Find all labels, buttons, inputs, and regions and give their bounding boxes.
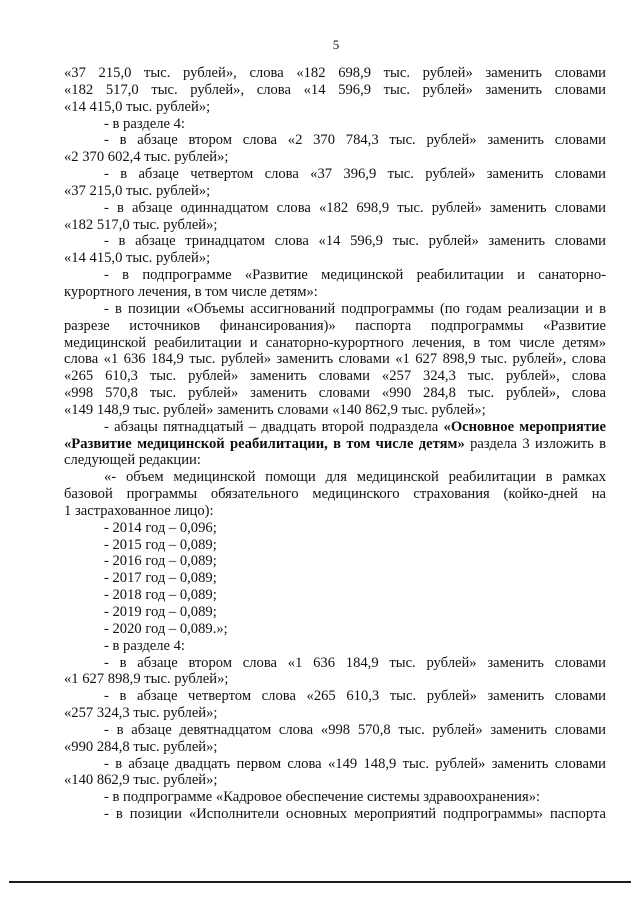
text-line: «- объем медицинской помощи для медицинской реабилитации в рамках xyxy=(104,469,606,486)
paragraph xyxy=(64,688,606,722)
text-line: «1 627 898,9 тыс. рублей»; xyxy=(64,671,229,688)
paragraph xyxy=(64,132,606,166)
paragraph xyxy=(64,233,606,267)
list-item: - 2019 год – 0,089; xyxy=(104,604,217,620)
text-line: «37 215,0 тыс. рублей», слова «182 698,9 тыс. рублей» заменить словами xyxy=(64,65,606,81)
paragraph xyxy=(64,301,606,419)
text-line: «14 415,0 тыс. рублей»; xyxy=(64,98,211,115)
text-line: - в абзаце одиннадцатом слова «182 698,9 тыс. рублей» заменить словами xyxy=(104,199,606,216)
list-item: - 2016 год – 0,089; xyxy=(104,553,217,570)
text-line: «998 570,8 тыс. рублей» заменить словами «990 284,8 тыс. рублей», слова xyxy=(64,385,606,402)
text-line: «990 284,8 тыс. рублей»; xyxy=(64,738,218,755)
text-line: «2 370 602,4 тыс. рублей»; xyxy=(64,149,229,166)
text-line: курортного лечения, в том числе детям»: xyxy=(64,283,318,300)
paragraph xyxy=(64,200,606,234)
text-line: - в разделе 4: xyxy=(104,115,185,132)
paragraph xyxy=(64,469,606,520)
text-line: «182 517,0 тыс. рублей»; xyxy=(64,216,218,233)
paragraph xyxy=(64,65,606,116)
bold-text: «Развитие медицинской реабилитации, в том числе детям» xyxy=(64,435,465,452)
text-line: «257 324,3 тыс. рублей»; xyxy=(64,705,218,722)
text-line: - в абзаце втором слова «2 370 784,3 тыс. рублей» заменить словами xyxy=(104,132,606,149)
text-segment: раздела 3 изложить в xyxy=(464,435,606,452)
paragraph xyxy=(64,789,606,806)
text-line: - в абзаце четвертом слова «37 396,9 тыс. рублей» заменить словами xyxy=(104,166,606,183)
text-line xyxy=(64,436,606,453)
paragraph xyxy=(64,806,606,823)
text-line xyxy=(64,419,606,436)
text-line: - в разделе 4: xyxy=(104,637,185,654)
text-line: базовой программы обязательного медицинского страхования (койко-дней на xyxy=(64,486,606,503)
text-line: - в абзаце двадцать первом слова «149 148,9 тыс. рублей» заменить словами xyxy=(104,755,606,772)
text-line: «140 862,9 тыс. рублей»; xyxy=(64,772,218,789)
list-item: - 2014 год – 0,096; xyxy=(104,519,217,536)
paragraph xyxy=(64,722,606,756)
text-line: - в абзаце четвертом слова «265 610,3 тыс. рублей» заменить словами xyxy=(104,688,606,705)
text-line: «149 148,9 тыс. рублей» заменить словами «140 862,9 тыс. рублей»; xyxy=(64,401,486,418)
document-body xyxy=(64,65,606,823)
text-line: «182 517,0 тыс. рублей», слова «14 596,9 тыс. рублей» заменить словами xyxy=(64,81,606,98)
text-line: разрезе источников финансирования)» паспорта подпрограммы «Развитие xyxy=(64,317,606,334)
text-line: - в абзаце втором слова «1 636 184,9 тыс. рублей» заменить словами xyxy=(104,654,606,671)
text-line: медицинской реабилитации и санаторно-курортного лечения, в том числе детям» xyxy=(64,334,606,351)
paragraph xyxy=(64,419,606,470)
paragraph xyxy=(64,756,606,790)
text-line: - в подпрограмме «Кадровое обеспечение системы здравоохранения»: xyxy=(104,789,541,806)
text-line: «265 610,3 тыс. рублей» заменить словами «257 324,3 тыс. рублей», слова xyxy=(64,368,606,385)
list-item: - 2020 год – 0,089.»; xyxy=(104,620,228,637)
bold-text: «Основное мероприятие xyxy=(443,418,606,435)
text-line: - в подпрограмме «Развитие медицинской реабилитации и санаторно- xyxy=(104,267,606,284)
list-item: - 2017 год – 0,089; xyxy=(104,570,217,587)
text-line: - в позиции «Объемы ассигнований подпрограммы (по годам реализации и в xyxy=(104,300,606,317)
page-bottom-rule xyxy=(9,881,631,883)
paragraph xyxy=(64,166,606,200)
text-line: - в позиции «Исполнители основных мероприятий подпрограммы» паспорта xyxy=(104,806,606,823)
text-line: «14 415,0 тыс. рублей»; xyxy=(64,250,211,267)
list-item: - 2015 год – 0,089; xyxy=(104,536,217,553)
paragraph xyxy=(64,638,606,655)
list-item: - 2018 год – 0,089; xyxy=(104,587,217,604)
page-number: 5 xyxy=(332,37,340,52)
text-line: следующей редакции: xyxy=(64,452,201,469)
text-line: слова «1 636 184,9 тыс. рублей» заменить словами «1 627 898,9 тыс. рублей», слова xyxy=(64,351,606,368)
paragraph xyxy=(64,116,606,133)
text-line: - в абзаце девятнадцатом слова «998 570,8 тыс. рублей» заменить словами xyxy=(104,721,606,738)
text-line: 1 застрахованное лицо): xyxy=(64,502,214,519)
text-segment: - абзацы пятнадцатый – двадцать второй подраздела xyxy=(104,418,444,435)
text-line: - в абзаце тринадцатом слова «14 596,9 тыс. рублей» заменить словами xyxy=(104,233,606,250)
paragraph xyxy=(64,267,606,301)
text-line: «37 215,0 тыс. рублей»; xyxy=(64,182,211,199)
paragraph xyxy=(64,655,606,689)
year-list xyxy=(64,520,606,638)
